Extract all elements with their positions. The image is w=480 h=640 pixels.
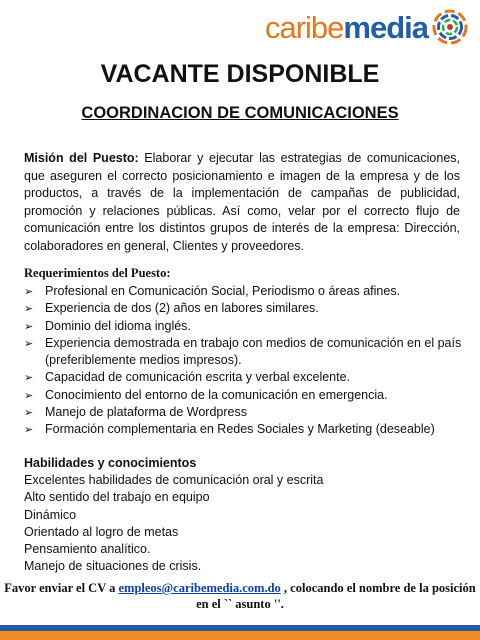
requirements-list [24, 283, 464, 439]
skills-list [24, 472, 464, 576]
list-item: Pensamiento analítico. [24, 542, 151, 557]
footer-text-before: Favor enviar el CV a [4, 581, 119, 595]
list-item: ➢ Experiencia demostrada en trabajo con medios de comunicación en el país (preferiblemente medios impresos). [24, 335, 464, 370]
logo-swirl-icon [430, 7, 470, 47]
bottom-decorative-bar [0, 625, 480, 640]
bottom-bar-orange [0, 631, 480, 640]
list-item: ➢ Capacidad de comunicación escrita y verbal excelente. [24, 369, 464, 386]
mission-text: Elaborar y ejecutar las estrategias de comunicaciones, que aseguren el correcto posicionamiento e imagen de la empresa y de los productos, a través de la implementación de campañas de publicidad, promoción y relaciones públicas. Así como, velar por el correcto flujo de comunicación entre los distintos grupos de interés de la empresa: Dirección, colaboradores en general, Clientes y proveedores. [24, 151, 460, 253]
job-position-title: COORDINACION DE COMUNICACIONES [81, 104, 399, 122]
list-item: ➢ Profesional en Comunicación Social, Periodismo o áreas afines. [24, 283, 464, 300]
list-item: ➢ Conocimiento del entorno de la comunicación en emergencia. [24, 387, 464, 404]
email-link[interactable]: empleos@caribemedia.com.do [118, 581, 281, 595]
list-item: Orientado al logro de metas [24, 524, 179, 539]
caribemedia-logo [265, 6, 470, 48]
list-item: ➢ Dominio del idioma inglés. [24, 318, 464, 335]
page-title: VACANTE DISPONIBLE [100, 60, 380, 88]
list-item: Alto sentido del trabajo en equipo [24, 490, 210, 505]
application-instructions [0, 580, 480, 612]
logo-word-media: media [343, 9, 428, 45]
list-item: ➢ Manejo de plataforma de Wordpress [24, 404, 464, 421]
list-item: Dinámico [24, 507, 77, 522]
logo-word-caribe: caribe [264, 9, 344, 45]
mission-label: Misión del Puesto: [24, 151, 139, 165]
requirements-heading: Requerimientos del Puesto: [24, 266, 171, 280]
list-item: Excelentes habilidades de comunicación oral y escrita [24, 473, 324, 487]
list-item: ➢ Formación complementaria en Redes Sociales y Marketing (deseable) [24, 421, 464, 438]
footer-text-after: , colocando el nombre de la posición en el `` asunto ''. [196, 581, 476, 611]
skills-heading: Habilidades y conocimientos [24, 456, 197, 470]
list-item: Manejo de situaciones de crisis. [24, 559, 202, 574]
mission-paragraph [24, 150, 460, 255]
list-item: ➢ Experiencia de dos (2) años en labores similares. [24, 300, 464, 317]
logo-wordmark [264, 9, 428, 45]
